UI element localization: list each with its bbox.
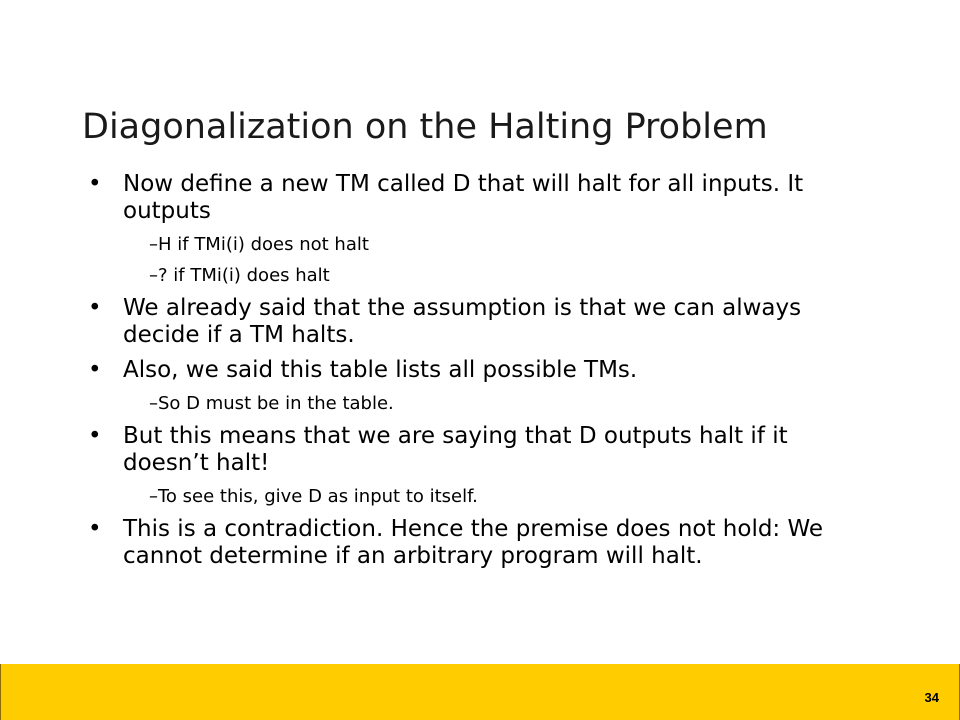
footer-bar [0, 664, 960, 720]
bullet-item [88, 295, 868, 349]
bullet-icon: • [88, 295, 102, 321]
bullet-icon: • [88, 357, 102, 383]
sub-bullet-item [88, 234, 868, 256]
bullet-icon: • [88, 171, 102, 197]
bullet-item [88, 171, 868, 225]
bullet-item [88, 357, 868, 384]
bullet-text: This is a contradiction. Hence the premise does not hold: We cannot determine if an arbitrary program will halt. [123, 516, 824, 569]
bullet-text: But this means that we are saying that D outputs halt if it doesn’t halt! [123, 423, 788, 476]
bullet-item [88, 423, 868, 477]
sub-bullet-text: H if TMi(i) does not halt [158, 234, 369, 255]
bullet-text: Now define a new TM called D that will halt for all inputs. It outputs [123, 171, 804, 224]
slide-body [88, 171, 868, 570]
sub-bullet-item [88, 393, 868, 415]
page-number: 34 [924, 690, 939, 705]
sub-bullet-text: So D must be in the table. [158, 393, 394, 414]
slide-title: Diagonalization on the Halting Problem [82, 107, 768, 147]
sub-bullet-text: To see this, give D as input to itself. [158, 486, 478, 507]
dash-icon: – [149, 393, 158, 414]
dash-icon: – [149, 486, 158, 507]
bullet-text: Also, we said this table lists all possible TMs. [123, 357, 638, 383]
dash-icon: – [149, 265, 158, 286]
bullet-item [88, 516, 868, 570]
sub-bullet-item [88, 486, 868, 508]
bullet-text: We already said that the assumption is that we can always decide if a TM halts. [123, 295, 802, 348]
bullet-icon: • [88, 423, 102, 449]
sub-bullet-text: ? if TMi(i) does halt [158, 265, 330, 286]
dash-icon: – [149, 234, 158, 255]
sub-bullet-item [88, 265, 868, 287]
bullet-icon: • [88, 516, 102, 542]
